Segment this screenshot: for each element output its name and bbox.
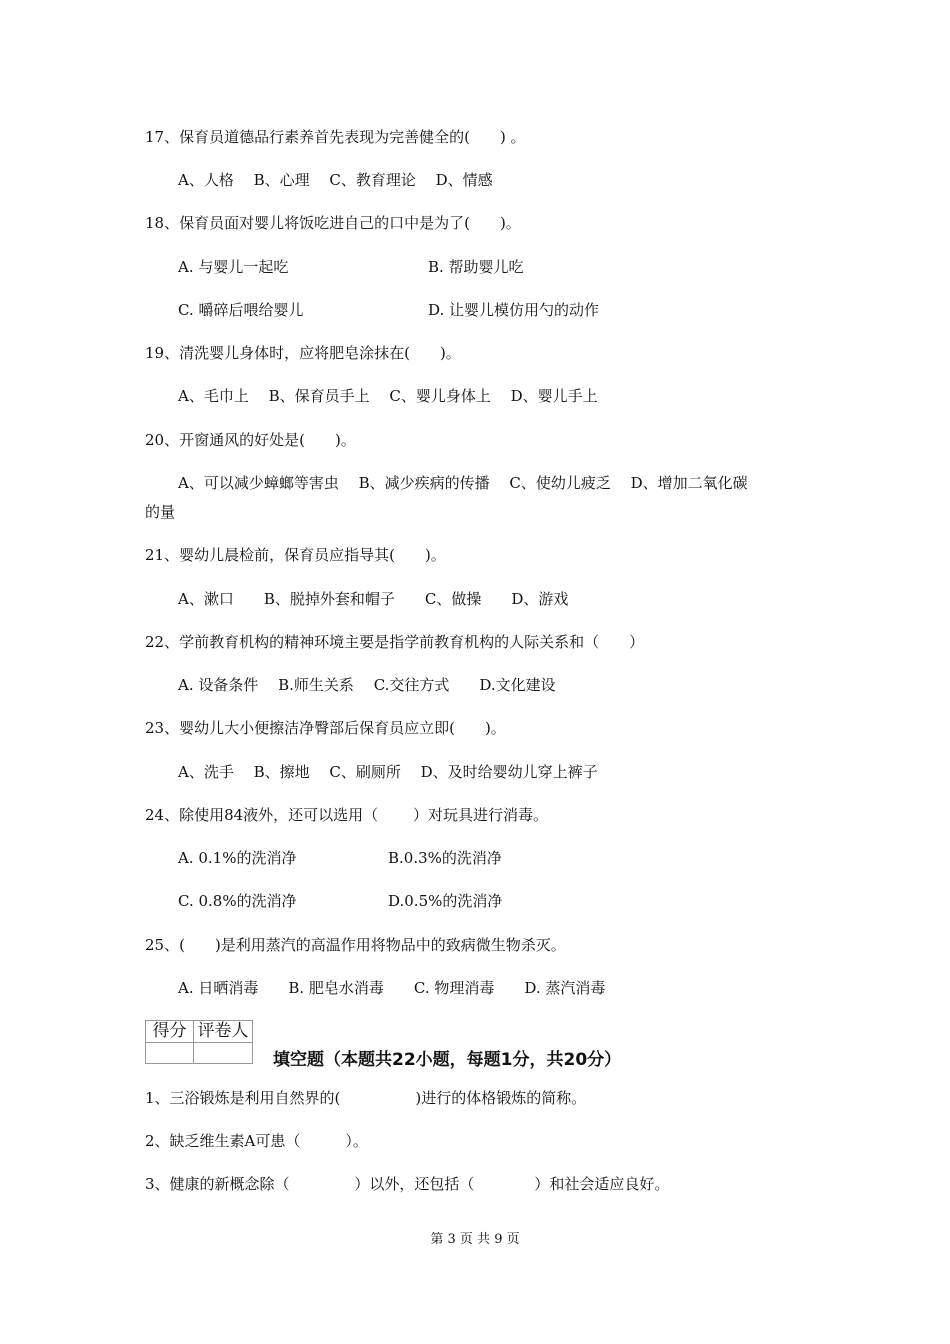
- question-18-option-d: D. 让婴儿模仿用勺的动作: [428, 301, 600, 319]
- question-21: 21、婴幼儿晨检前，保育员应指导其( )。: [145, 546, 446, 564]
- question-25-options: A. 日晒消毒 B. 肥皂水消毒 C. 物理消毒 D. 蒸汽消毒: [178, 979, 606, 997]
- grader-cell[interactable]: [194, 1043, 252, 1064]
- question-24: 24、除使用84液外，还可以选用（ ）对玩具进行消毒。: [145, 806, 548, 824]
- question-23-options: A、洗手 B、擦地 C、刷厕所 D、及时给婴幼儿穿上裤子: [178, 763, 598, 781]
- question-19: 19、清洗婴儿身体时，应将肥皂涂抹在( )。: [145, 344, 461, 362]
- fill-blank-2: 2、缺乏维生素A可患（ ）。: [145, 1132, 368, 1150]
- question-19-options: A、毛巾上 B、保育员手上 C、婴儿身体上 D、婴儿手上: [178, 387, 598, 405]
- page-number: 第 3 页 共 9 页: [430, 1232, 520, 1247]
- fill-blank-3: 3、健康的新概念除（ ）以外，还包括（ ）和社会适应良好。: [145, 1175, 670, 1193]
- grader-label: 评卷人: [197, 1021, 249, 1041]
- question-24-option-d: D.0.5%的洗消净: [388, 892, 503, 910]
- question-24-option-a: A. 0.1%的洗消净: [178, 849, 297, 867]
- score-table-blank-row: [146, 1043, 252, 1064]
- score-table-header: [146, 1021, 252, 1043]
- section-title: 填空题（本题共22小题，每题1分，共20分）: [273, 1050, 622, 1070]
- question-18: 18、保育员面对婴儿将饭吃进自己的口中是为了( )。: [145, 214, 521, 232]
- question-18-option-a: A. 与婴儿一起吃: [178, 258, 289, 276]
- question-25: 25、( )是利用蒸汽的高温作用将物品中的致病微生物杀灭。: [145, 936, 566, 954]
- question-22: 22、学前教育机构的精神环境主要是指学前教育机构的人际关系和（ ）: [145, 633, 645, 651]
- score-table: [145, 1020, 253, 1064]
- question-20-options: A、可以减少蟑螂等害虫 B、减少疾病的传播 C、使幼儿疲乏 D、增加二氧化碳: [178, 474, 748, 492]
- question-24-option-c: C. 0.8%的洗消净: [178, 892, 297, 910]
- question-22-options: A. 设备条件 B.师生关系 C.交往方式 D.文化建设: [178, 676, 556, 694]
- fill-blank-1: 1、三浴锻炼是利用自然界的( )进行的体格锻炼的简称。: [145, 1089, 587, 1107]
- question-18-option-c: C. 嚼碎后喂给婴儿: [178, 301, 304, 319]
- question-20: 20、开窗通风的好处是( )。: [145, 431, 356, 449]
- question-17: 17、保育员道德品行素养首先表现为完善健全的( ) 。: [145, 128, 526, 146]
- question-24-option-b: B.0.3%的洗消净: [388, 849, 502, 867]
- question-21-options: A、漱口 B、脱掉外套和帽子 C、做操 D、游戏: [178, 590, 569, 608]
- question-20-options-wrap: 的量: [145, 503, 176, 521]
- question-17-options: A、人格 B、心理 C、教育理论 D、情感: [178, 171, 493, 189]
- question-18-option-b: B. 帮助婴儿吃: [428, 258, 524, 276]
- score-label: 得分: [146, 1021, 194, 1042]
- question-23: 23、婴幼儿大小便擦洁净臀部后保育员应立即( )。: [145, 719, 506, 737]
- score-cell[interactable]: [146, 1043, 194, 1064]
